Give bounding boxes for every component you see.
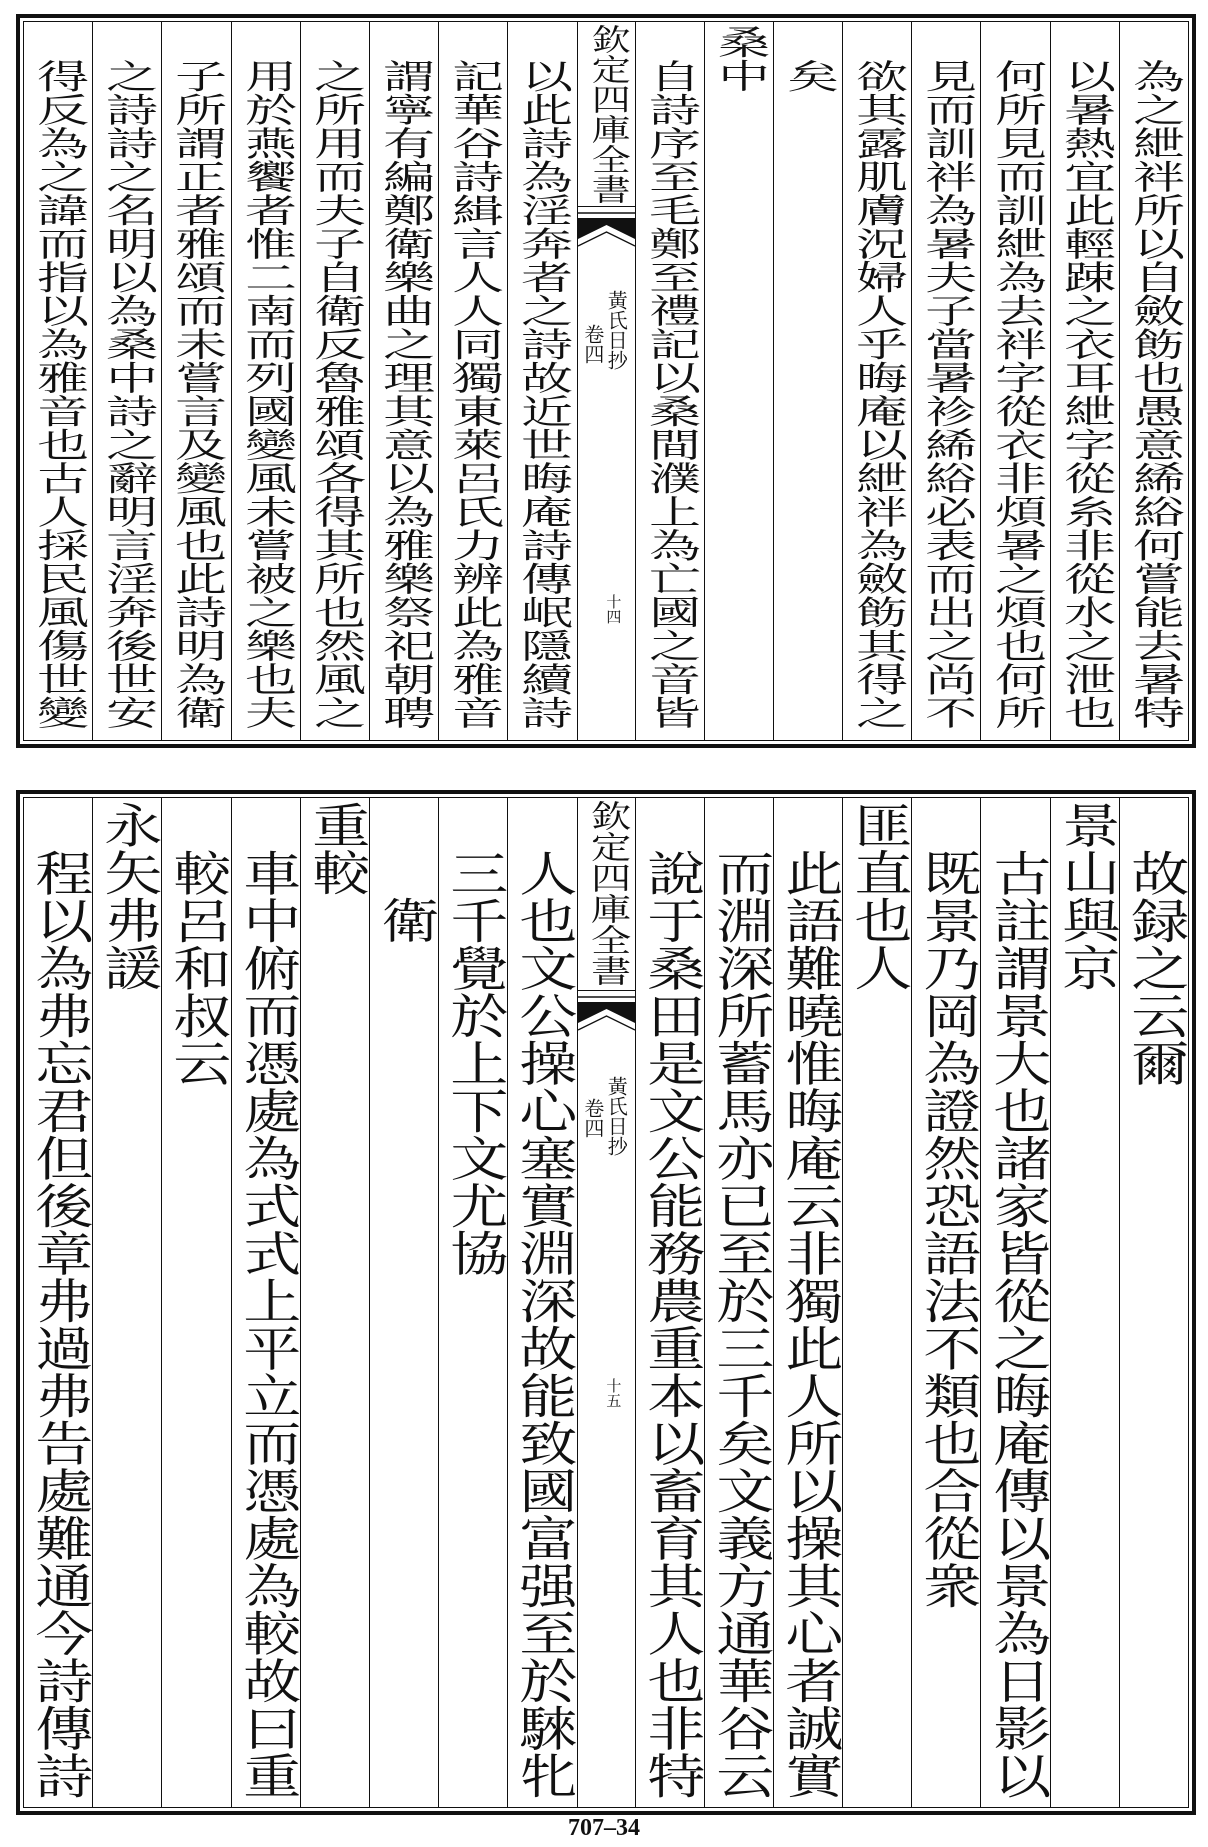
text-column	[1120, 798, 1188, 1807]
leaf-frame	[23, 797, 1189, 1808]
text-column	[705, 798, 774, 1807]
text-column	[24, 798, 93, 1807]
column-text: 說于桑田是文公能務農重本以畜育其人也非特	[636, 848, 704, 1799]
column-text: 欲其露肌膚況婦人乎晦庵以紲袢為斂飭其得之	[847, 58, 908, 729]
text-column	[705, 22, 774, 740]
text-column	[774, 22, 843, 740]
column-text: 故録之云爾	[1120, 848, 1188, 1086]
text-column	[162, 798, 231, 1807]
text-column	[301, 798, 370, 1807]
text-column	[636, 22, 705, 740]
column-text: 程以為弗忘君但後章弗過弗告處難通今詩傳詩	[24, 848, 92, 1799]
column-text: 謂寧有編鄭衛樂曲之理其意以為雅樂祭祀朝聘	[374, 58, 435, 729]
column-text: 而淵深所蓄馬亦已至於三千矣文義方通華谷云	[705, 848, 773, 1799]
fish-tail-ornament	[578, 212, 635, 254]
entry-heading: 匪直也人	[843, 801, 912, 991]
text-column	[301, 22, 370, 740]
column-text: 得反為之諱而指以為雅音也古人採民風傷世變	[28, 58, 89, 729]
text-column	[508, 22, 577, 740]
entry-heading: 桑中	[708, 25, 770, 92]
entry-heading: 景山與京	[1051, 801, 1119, 991]
folio-number: 十四	[604, 594, 623, 624]
center-fold-column	[578, 798, 636, 1807]
upper-leaf	[16, 14, 1196, 748]
column-text: 自詩序至毛鄭至禮記以桑間濮上為亡國之音皆	[639, 58, 701, 729]
volume-label: 卷四	[580, 1098, 605, 1138]
column-text: 子所謂正者雅頌而未嘗言及變風也此詩明為衛	[166, 58, 228, 729]
text-column	[774, 798, 843, 1807]
center-title-box	[578, 22, 635, 207]
collection-title: 欽定四庫全書	[583, 800, 631, 986]
text-column	[843, 798, 912, 1807]
text-column	[93, 798, 162, 1807]
text-column	[93, 22, 162, 740]
text-column	[370, 22, 439, 740]
column-text: 矣	[778, 58, 839, 92]
book-title: 黃氏日抄	[604, 290, 629, 370]
page-number: 707–34	[568, 1815, 640, 1841]
column-text: 見而訓袢為暑夫子當暑袗絺綌必表而出之尚不	[916, 58, 977, 729]
text-column	[912, 798, 981, 1807]
column-text: 用於燕饗者惟二南而列國變風未嘗被之樂也夫	[235, 58, 297, 729]
column-text: 既景乃岡為證然恐語法不類也合從衆	[913, 848, 981, 1609]
text-column	[439, 798, 508, 1807]
entry-heading: 永矢弗諼	[94, 801, 162, 991]
text-column	[981, 798, 1050, 1807]
text-column	[232, 22, 301, 740]
text-column	[1120, 22, 1188, 740]
lower-leaf	[16, 790, 1196, 1815]
column-text: 較呂和叔云	[163, 848, 231, 1086]
column-text: 以暑熱宜此輕踈之衣耳紲字從糸非從水之泄也	[1054, 58, 1116, 729]
leaf-frame	[23, 21, 1189, 741]
entry-heading: 重較	[301, 801, 369, 896]
text-column	[636, 798, 705, 1807]
text-column	[912, 22, 981, 740]
text-column	[1051, 798, 1120, 1807]
text-column	[370, 798, 439, 1807]
column-text: 為之紲袢所以自斂飭也愚意絺綌何嘗能去暑特	[1124, 58, 1185, 729]
folio-number: 十五	[604, 1378, 623, 1408]
fish-tail-ornament	[578, 996, 635, 1038]
text-column	[843, 22, 912, 740]
column-text: 此語難曉惟晦庵云非獨此人所以操其心者誠實	[774, 848, 842, 1799]
text-column	[24, 22, 93, 740]
text-column	[1051, 22, 1120, 740]
text-column	[232, 798, 301, 1807]
column-text: 之詩詩之名明以為桑中詩之辭明言淫奔後世安	[97, 58, 158, 729]
column-text: 三千覺於上下文尤協	[439, 848, 508, 1276]
center-title-box	[578, 798, 635, 991]
text-column	[439, 22, 508, 740]
section-heading: 衛	[370, 896, 438, 944]
column-text: 記華谷詩緝言人人同獨東萊呂氏力辨此為雅音	[443, 58, 504, 729]
column-text: 車中俯而憑處為式式上平立而憑處為較故曰重	[232, 848, 300, 1799]
column-text: 古註謂景大也諸家皆從之晦庵傳以景為日影以	[982, 848, 1050, 1799]
column-text: 之所用而夫子自衛反魯雅頌各得其所也然風之	[305, 58, 366, 729]
volume-label: 卷四	[580, 324, 605, 364]
column-text: 何所見而訓紲為去袢字從衣非煩暑之煩也何所	[985, 58, 1047, 729]
column-text: 以此詩為淫奔者之詩故近世晦庵詩傳岷隱續詩	[512, 58, 574, 729]
text-column	[508, 798, 577, 1807]
column-text: 人也文公操心塞實淵深故能致國富强至於騋牝	[509, 848, 577, 1799]
book-title: 黃氏日抄	[604, 1076, 629, 1156]
collection-title: 欽定四庫全書	[583, 24, 630, 204]
center-fold-column	[578, 22, 636, 740]
text-column	[981, 22, 1050, 740]
text-column	[162, 22, 231, 740]
